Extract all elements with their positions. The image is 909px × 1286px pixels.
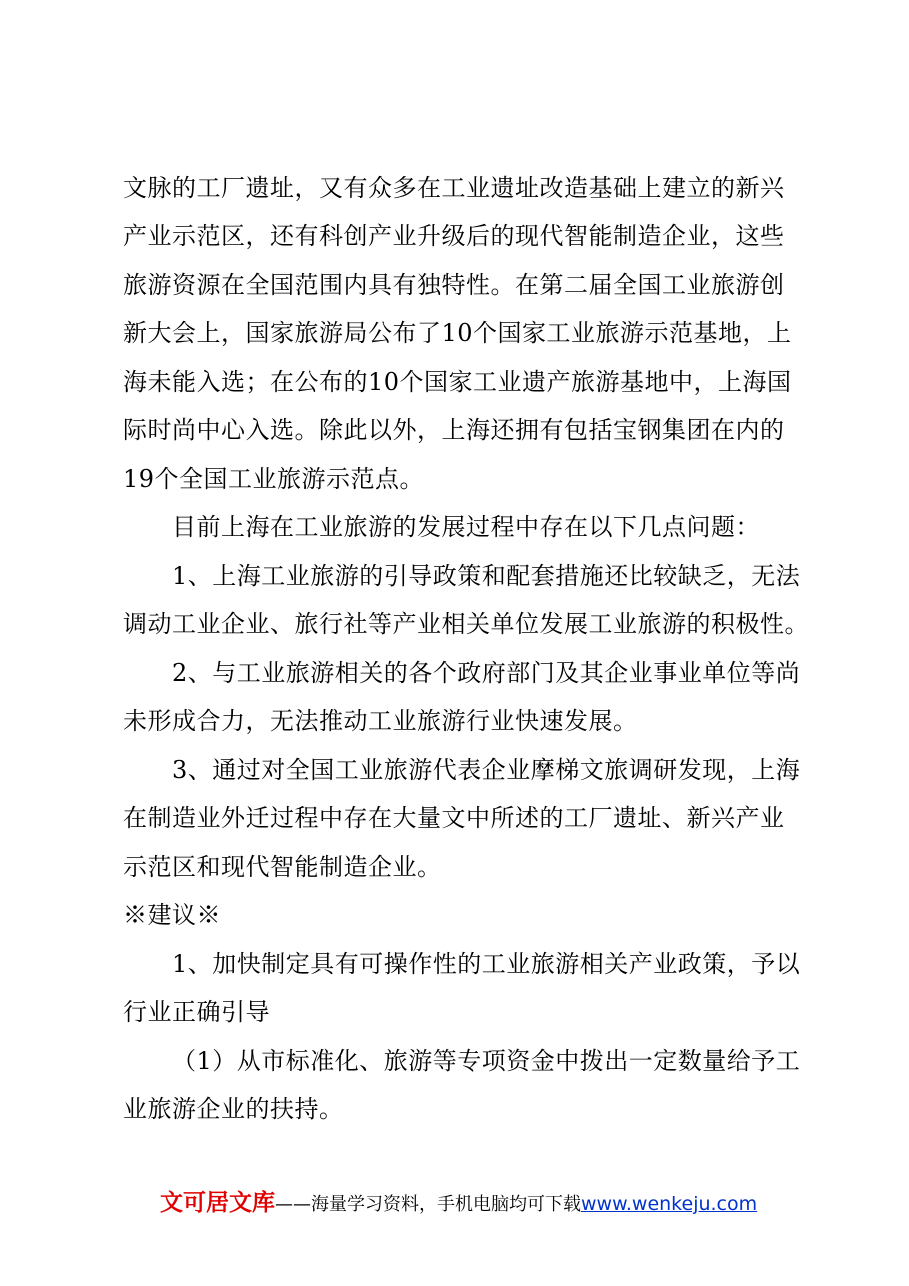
paragraph-line: 新大会上，国家旅游局公布了10个国家工业旅游示范基地，上 bbox=[123, 319, 792, 347]
paragraph-line: 目前上海在工业旅游的发展过程中存在以下几点问题： bbox=[172, 513, 760, 541]
footer-slogan: ——海量学习资料，手机电脑均可下载 bbox=[275, 1194, 581, 1215]
paragraph-line: 业旅游企业的扶持。 bbox=[123, 1095, 344, 1123]
paragraph-line: 文脉的工厂遗址，又有众多在工业遗址改造基础上建立的新兴 bbox=[123, 174, 785, 202]
paragraph-line: 1、加快制定具有可操作性的工业旅游相关产业政策，予以 bbox=[172, 950, 801, 978]
brand-name: 文可居文库 bbox=[160, 1190, 275, 1216]
paragraph-line: 19个全国工业旅游示范点。 bbox=[123, 465, 425, 493]
paragraph-line: 2、与工业旅游相关的各个政府部门及其企业事业单位等尚 bbox=[172, 659, 801, 687]
section-heading: ※建议※ bbox=[123, 901, 221, 929]
paragraph-line: （1）从市标准化、旅游等专项资金中拨出一定数量给予工 bbox=[172, 1047, 801, 1075]
paragraph-line: 旅游资源在全国范围内具有独特性。在第二届全国工业旅游创 bbox=[123, 271, 785, 299]
paragraph-line: 示范区和现代智能制造企业。 bbox=[123, 853, 442, 881]
paragraph-line: 海未能入选；在公布的10个国家工业遗产旅游基地中，上海国 bbox=[123, 368, 792, 396]
website-link[interactable]: www.wenkeju.com bbox=[581, 1193, 758, 1215]
paragraph-line: 3、通过对全国工业旅游代表企业摩梯文旅调研发现，上海 bbox=[172, 756, 801, 784]
paragraph-line: 际时尚中心入选。除此以外，上海还拥有包括宝钢集团在内的 bbox=[123, 416, 785, 444]
paragraph-line: 未形成合力，无法推动工业旅游行业快速发展。 bbox=[123, 707, 638, 735]
footer-banner bbox=[160, 1184, 757, 1217]
paragraph-line: 产业示范区，还有科创产业升级后的现代智能制造企业，这些 bbox=[123, 222, 785, 250]
paragraph-line: 行业正确引导 bbox=[123, 998, 270, 1026]
paragraph-line: 1、上海工业旅游的引导政策和配套措施还比较缺乏，无法 bbox=[172, 562, 801, 590]
paragraph-line: 在制造业外迁过程中存在大量文中所述的工厂遗址、新兴产业 bbox=[123, 804, 785, 832]
paragraph-line: 调动工业企业、旅行社等产业相关单位发展工业旅游的积极性。 bbox=[123, 610, 809, 638]
